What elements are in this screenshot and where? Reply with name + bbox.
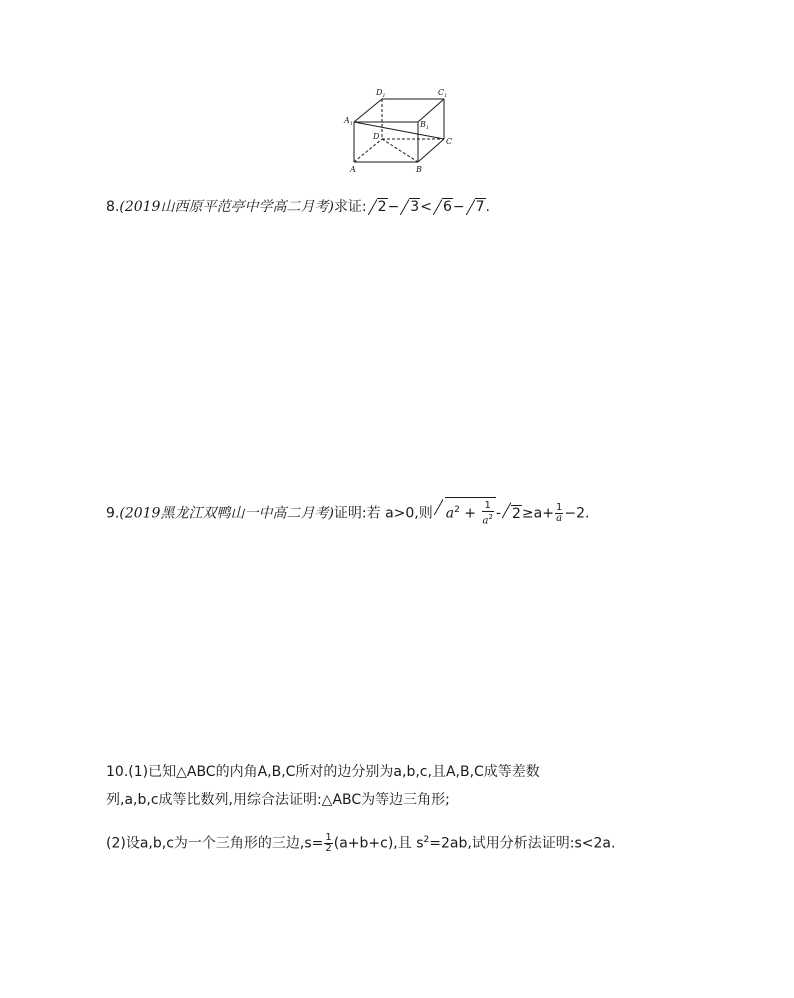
geq-sign: ≥a+ [521, 505, 554, 522]
vertex-label-b: B [416, 165, 422, 174]
tail-text: −2. [564, 505, 590, 522]
sqrt-2: 2 [368, 197, 388, 217]
sqrt-expression-big: $a^2$ + $\frac{1}{a^2}$ [434, 497, 496, 528]
question-number: 9. [106, 505, 120, 522]
vertex-label-c1: $C_1$ [438, 88, 448, 99]
sqrt-3: 3 [400, 197, 420, 217]
minus-sign: − [387, 199, 400, 215]
fraction-one-half: $\frac{1}{2}$ [325, 832, 332, 855]
sqrt-6: 6 [433, 197, 453, 217]
question-10-part-1-line-1: 10.(1)已知△ABC的内角A,B,C所对的边分别为a,b,c,且A,B,C成等差数 [106, 764, 540, 780]
vertex-label-d: D [373, 132, 380, 141]
exponent: 2 [423, 835, 430, 845]
question-9 [106, 497, 589, 528]
cuboid-figure [340, 84, 470, 176]
question-10-part-1-line-2: 列,a,b,c成等比数列,用综合法证明:△ABC为等边三角形; [106, 792, 450, 808]
part2-text-mid: (a+b+c),且 s [333, 835, 424, 852]
minus-sign: - [495, 505, 501, 522]
fraction-one-over-a: $\frac{1}{a}$ [555, 502, 563, 525]
question-source: (2019山西原平范亭中学高二月考) [119, 199, 334, 215]
minus-sign: − [452, 199, 465, 215]
question-number: 8. [106, 199, 120, 215]
less-than-sign: < [420, 199, 432, 215]
question-source: (2019黑龙江双鸭山一中高二月考) [119, 505, 334, 522]
question-lead: 证明:若 a>0,则 [333, 505, 433, 522]
question-10-part-2 [106, 828, 615, 856]
part2-text-pre: (2)设a,b,c为一个三角形的三边,s= [106, 835, 324, 852]
vertex-label-d1: $D_1$ [376, 88, 386, 99]
question-lead: 求证: [333, 199, 367, 215]
vertex-label-a1: $A_1$ [344, 116, 353, 127]
period: . [485, 199, 490, 215]
question-8 [106, 197, 490, 217]
sqrt-7: 7 [466, 197, 486, 217]
vertex-label-c: C [446, 137, 453, 146]
part2-text-post: =2ab,试用分析法证明:s<2a. [429, 835, 616, 852]
vertex-label-a: A [350, 165, 356, 174]
vertex-label-b1: $B_1$ [420, 120, 430, 131]
sqrt-2: 2 [502, 500, 522, 528]
